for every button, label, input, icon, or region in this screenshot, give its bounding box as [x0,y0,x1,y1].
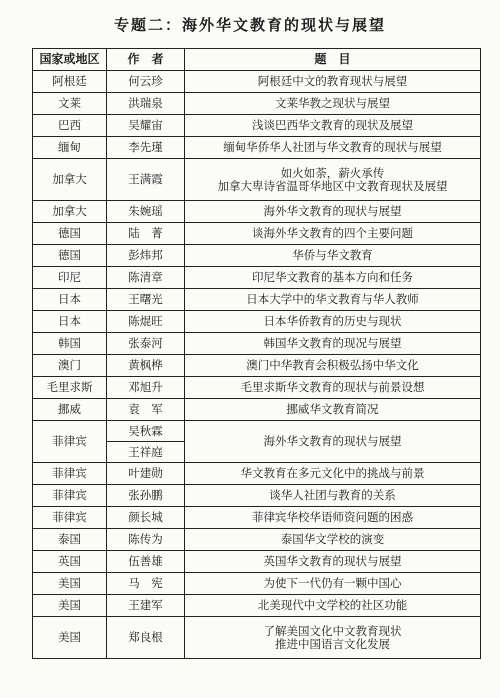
cell-author: 颜长城 [107,507,185,529]
cell-country: 韩国 [33,333,107,355]
cell-topic [185,201,481,223]
cell-country: 菲律宾 [33,463,107,485]
cell-author: 陈焜旺 [107,311,185,333]
table-header-row [33,49,481,71]
cell-author: 何云珍 [107,71,185,93]
cell-author: 王曙光 [107,289,185,311]
topic-line: 海外华文教育的现状与展望 [263,434,402,448]
cell-author: 王建军 [107,595,185,617]
table-row [33,245,481,267]
table-row [33,137,481,159]
table-row [33,267,481,289]
table-row [33,289,481,311]
topic-line: 如火如荼，薪火承传 [280,165,385,180]
cell-country: 阿根廷 [33,71,107,93]
table-row [33,573,481,595]
table-row [33,507,481,529]
header-country: 国家或地区 [33,49,107,71]
cell-topic [185,463,481,485]
table-row [33,595,481,617]
cell-country: 文莱 [33,93,107,115]
cell-topic [185,267,481,289]
cell-topic [185,551,481,573]
topic-line: 海外华文教育的现状与展望 [263,204,402,218]
topic-line: 日本华侨教育的历史与现状 [263,314,402,328]
cell-country: 印尼 [33,267,107,289]
cell-country: 美国 [33,617,107,659]
cell-topic [185,245,481,267]
cell-topic [185,595,481,617]
topic-line: 了解美国文化中文教育现状 [263,623,402,638]
topic-line: 缅甸华侨华人社团与华文教育的现状与展望 [223,140,442,154]
cell-country: 美国 [33,573,107,595]
cell-author: 陆 菁 [107,223,185,245]
table-row [33,71,481,93]
header-author: 作 者 [107,49,185,71]
cell-country: 菲律宾 [33,421,107,463]
cell-author: 王祥庭 [107,442,185,463]
topic-line: 菲律宾华校华语师资问题的困惑 [252,510,413,524]
cell-topic [185,71,481,93]
cell-author: 郑良根 [107,617,185,659]
table-row [33,115,481,137]
cell-topic [185,223,481,245]
table-row [33,421,481,442]
cell-country: 泰国 [33,529,107,551]
cell-country: 挪威 [33,399,107,421]
cell-country: 德国 [33,223,107,245]
topic-line: 谈海外华文教育的四个主要问题 [252,226,413,240]
topic-line: 阿根廷中文的教育现状与展望 [257,74,408,88]
cell-topic [185,421,481,463]
table-row [33,529,481,551]
topic-line: 浅谈巴西华文教育的现状及展望 [252,118,413,132]
cell-country: 菲律宾 [33,485,107,507]
topic-table [32,48,481,659]
table-body [33,71,481,659]
cell-topic [185,115,481,137]
cell-author: 邓旭升 [107,377,185,399]
cell-author: 洪瑞泉 [107,93,185,115]
header-topic: 题 目 [185,49,481,71]
cell-topic [185,377,481,399]
cell-author: 张孙鹏 [107,485,185,507]
cell-topic [185,355,481,377]
topic-line: 北美现代中文学校的社区功能 [257,598,408,612]
cell-author: 吴耀宙 [107,115,185,137]
topic-line: 为使下一代仍有一颗中国心 [263,576,402,590]
cell-author: 陈清章 [107,267,185,289]
page-title: 专题二：海外华文教育的现状与展望 [113,16,386,34]
cell-topic [185,617,481,659]
cell-author: 袁 军 [107,399,185,421]
cell-topic [185,289,481,311]
cell-topic [185,529,481,551]
topic-line: 文莱华教之现状与展望 [275,96,390,110]
topic-line: 谈华人社团与教育的关系 [269,488,396,502]
cell-country: 毛里求斯 [33,377,107,399]
topic-line: 印尼华文教育的基本方向和任务 [252,270,413,284]
table-row [33,93,481,115]
cell-country: 巴西 [33,115,107,137]
cell-country: 加拿大 [33,201,107,223]
topic-line: 澳门中华教育会积极弘扬中华文化 [246,358,419,372]
cell-country: 日本 [33,311,107,333]
topic-line: 加拿大卑诗省温哥华地区中文教育现状及展望 [217,178,448,193]
cell-country: 菲律宾 [33,507,107,529]
table-row [33,223,481,245]
cell-author: 张泰河 [107,333,185,355]
table-row [33,159,481,201]
topic-line: 华侨与华文教育 [292,248,373,262]
topic-line: 泰国华文学校的演变 [280,532,385,546]
cell-author: 李先瑾 [107,137,185,159]
table-row [33,355,481,377]
table-row [33,399,481,421]
cell-topic [185,137,481,159]
topic-line: 华文教育在多元文化中的挑战与前景 [240,466,425,480]
cell-topic [185,333,481,355]
cell-country: 日本 [33,289,107,311]
table-row [33,201,481,223]
table-row [33,377,481,399]
cell-author: 彭炜邦 [107,245,185,267]
cell-author: 王满霞 [107,159,185,201]
table-row [33,617,481,659]
cell-country: 德国 [33,245,107,267]
topic-line: 挪威华文教育简况 [286,402,379,416]
cell-topic [185,93,481,115]
cell-country: 英国 [33,551,107,573]
cell-country: 美国 [33,595,107,617]
table-row [33,485,481,507]
cell-topic [185,159,481,201]
table-row [33,551,481,573]
cell-country: 澳门 [33,355,107,377]
cell-topic [185,573,481,595]
cell-author: 黄枫桦 [107,355,185,377]
topic-line: 英国华文教育的现状与展望 [263,554,402,568]
cell-author: 马 宪 [107,573,185,595]
topic-line: 韩国华文教育的现况与展望 [263,336,402,350]
cell-topic [185,399,481,421]
table-row [33,463,481,485]
cell-author: 朱婉瑶 [107,201,185,223]
table-row [33,311,481,333]
cell-country: 缅甸 [33,137,107,159]
topic-line: 日本大学中的华文教育与华人教师 [246,292,419,306]
cell-topic [185,485,481,507]
cell-topic [185,311,481,333]
table-row [33,333,481,355]
cell-country: 加拿大 [33,159,107,201]
cell-author: 叶建勋 [107,463,185,485]
topic-line: 推进中国语言文化发展 [275,636,390,651]
cell-author: 陈传为 [107,529,185,551]
cell-topic [185,507,481,529]
cell-author: 伍善雄 [107,551,185,573]
cell-author: 吴秋霖 [107,421,185,442]
topic-line: 毛里求斯华文教育的现状与前景设想 [240,380,425,394]
